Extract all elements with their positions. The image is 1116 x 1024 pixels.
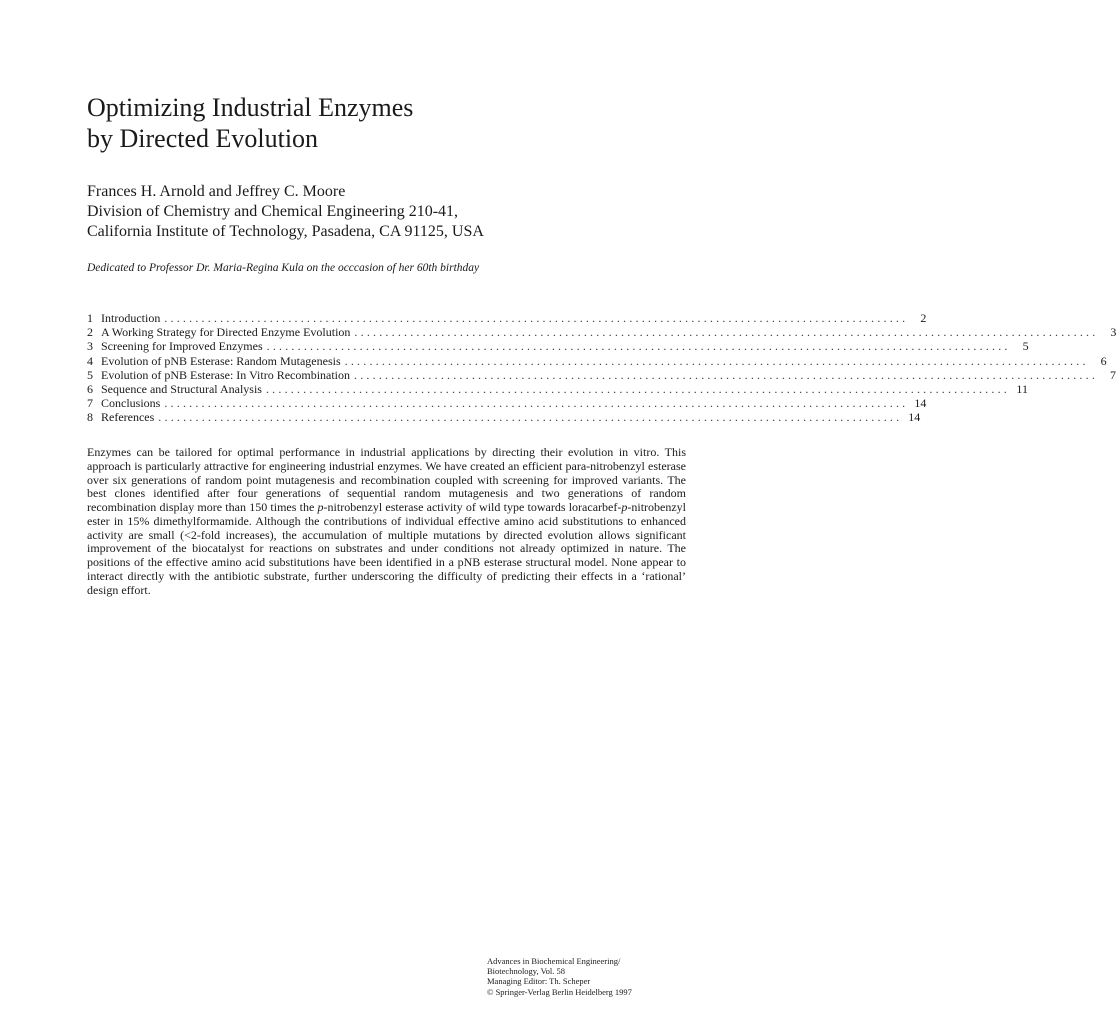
toc-entry-number: 2 (87, 325, 93, 340)
toc-entry[interactable] (87, 367, 1116, 382)
toc-entry-title: Evolution of pNB Esterase: In Vitro Recombination (101, 367, 351, 382)
toc-entry[interactable] (87, 382, 1028, 397)
toc-leader-dots: ........................................................................................................................ (265, 382, 1010, 397)
toc-entry[interactable] (87, 339, 1029, 354)
abstract: Enzymes can be tailored for optimal performance in industrial applications by directing their evolution in vitro. This approach is particularly attractive for engineering industrial enzymes. We have created an efficient para-nitrobenzyl esterase over six generations of random point mutagenesis and recombination coupled with screening for improved variants. The best clones identified after four generations of sequential random mutagenesis and two generations of random recombination display more than 150 times the p-nitrobenzyl esterase activity of wild type towards loracarbef-p-nitrobenzyl ester in 15% dimethylformamide. Although the contributions of individual effective amino acid substitutions to enhanced activity are small (<2-fold increases), the accumulation of multiple mutations by directed evolution allows significant improvement of the biocatalyst for reactions on substrates and under conditions not already optimized in nature. The positions of the effective amino acid substitutions have been identified in a pNB esterase structural model. None appear to interact directly with the antibiotic substrate, further underscoring the difficulty of predicting their effects in a ‘rational’ design effort. (87, 445, 687, 597)
toc-leader-dots: ........................................................................................................................ (266, 339, 1011, 354)
toc-entry-number: 5 (87, 367, 93, 382)
toc-entry-page: 6 (1100, 353, 1107, 368)
paper-title (87, 92, 707, 154)
title-line-1: Optimizing Industrial Enzymes (87, 93, 414, 122)
toc-entry[interactable] (87, 311, 927, 325)
title-line-2: by Directed Evolution (87, 124, 319, 153)
toc-leader-dots: ........................................................................................................................ (354, 325, 1099, 340)
footer-copyright: © Springer-Verlag Berlin Heidelberg 1997 (487, 986, 632, 997)
toc-entry-title: A Working Strategy for Directed Enzyme Evolution (101, 325, 351, 340)
toc-leader-dots: ........................................................................................................................ (354, 367, 1099, 382)
toc-entry-title: References (101, 410, 155, 425)
toc-entry-page: 14 (914, 396, 927, 411)
author-division: Division of Chemistry and Chemical Engineering 210-41, (87, 203, 459, 220)
toc-leader-dots: ........................................................................................................................ (164, 396, 909, 411)
toc-entry-number: 8 (87, 410, 93, 425)
toc-entry-page: 7 (1110, 367, 1116, 382)
toc-entry[interactable] (87, 353, 1107, 368)
toc-entry-title: Sequence and Structural Analysis (101, 382, 262, 397)
author-names: Frances H. Arnold and Jeffrey C. Moore (87, 183, 346, 200)
toc-entry[interactable] (87, 396, 927, 411)
toc-entry-number: 6 (87, 382, 93, 397)
author-block (87, 182, 707, 242)
toc-entry[interactable] (87, 325, 1116, 340)
footer-series: Advances in Biochemical Engineering/ (487, 956, 621, 966)
footer-volume: Biotechnology, Vol. 58 (487, 966, 565, 977)
toc-entry-title: Screening for Improved Enzymes (101, 339, 263, 354)
toc-leader-dots: ........................................................................................................................ (158, 410, 903, 425)
toc-entry-page: 2 (920, 311, 927, 325)
toc-entry-title: Conclusions (101, 396, 161, 411)
author-institution: California Institute of Technology, Pasadena, CA 91125, USA (87, 223, 484, 240)
toc-entry[interactable] (87, 410, 921, 425)
toc-leader-dots: ........................................................................................................................ (344, 353, 1089, 368)
publication-footer (487, 956, 717, 997)
toc-entry-number: 4 (87, 353, 93, 368)
toc-entry-number: 3 (87, 339, 93, 354)
toc-entry-page: 5 (1022, 339, 1029, 354)
toc-entry-title: Introduction (101, 311, 161, 325)
dedication: Dedicated to Professor Dr. Maria-Regina Kula on the occcasion of her 60th birthday (87, 262, 480, 274)
toc-entry-number: 1 (87, 311, 93, 325)
toc-entry-page: 11 (1016, 382, 1028, 397)
toc-entry-number: 7 (87, 396, 93, 411)
toc-entry-title: Evolution of pNB Esterase: Random Mutagenesis (101, 353, 341, 368)
table-of-contents (87, 311, 1116, 425)
toc-leader-dots: ........................................................................................................................ (164, 311, 909, 325)
footer-editor: Managing Editor: Th. Scheper (487, 976, 591, 987)
toc-entry-page: 14 (908, 410, 921, 425)
toc-entry-page: 3 (1110, 325, 1116, 340)
